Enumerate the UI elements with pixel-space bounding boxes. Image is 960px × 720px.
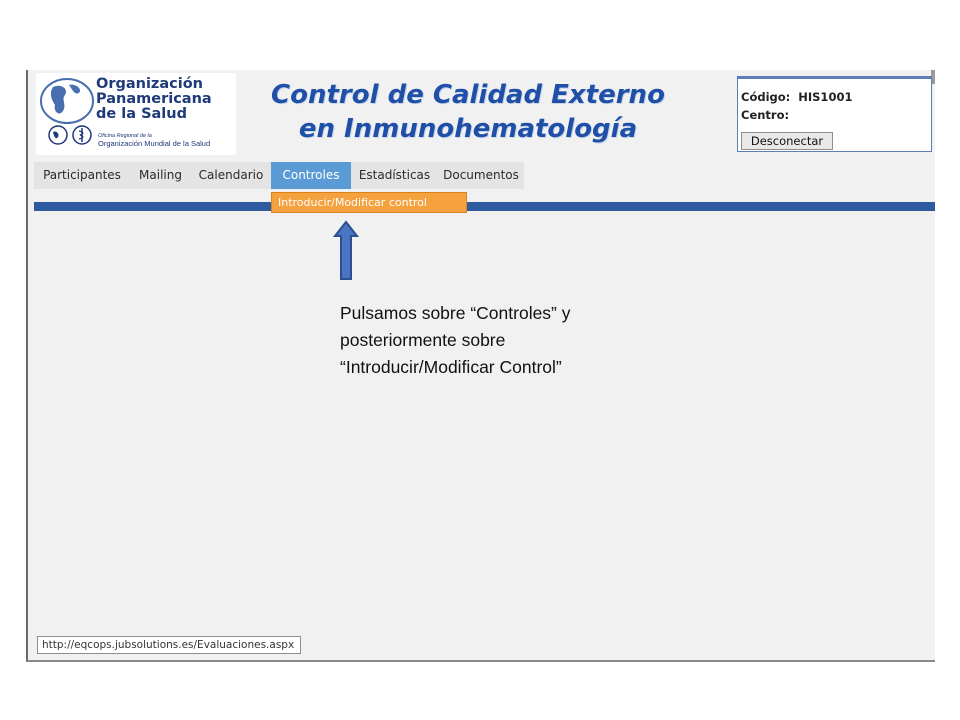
main-nav: [34, 162, 524, 189]
status-bar-url: http://eqcops.jubsolutions.es/Evaluaciones.aspx: [37, 636, 301, 654]
login-panel: [737, 76, 932, 152]
org-name-line: Panamericana: [96, 91, 212, 107]
annotation-text: [340, 300, 660, 381]
org-name-line: de la Salud: [96, 106, 187, 122]
codigo-label: Código:: [741, 90, 791, 104]
arrow-up-icon: [333, 220, 359, 282]
org-subtitle-small: Oficina Regional de la: [98, 133, 152, 139]
codigo-value: HIS1001: [798, 90, 853, 104]
page-title-line: Control de Calidad Externo: [271, 80, 665, 110]
header-divider: [34, 202, 935, 211]
nav-item-controles[interactable]: Controles: [271, 162, 351, 189]
disconnect-button[interactable]: Desconectar: [741, 132, 833, 150]
annotation-line: “Introducir/Modificar Control”: [340, 357, 562, 377]
nav-item-participantes[interactable]: Participantes: [43, 168, 121, 182]
nav-item-mailing[interactable]: Mailing: [139, 168, 182, 182]
page-title: [268, 78, 668, 146]
annotation-line: posteriormente sobre: [340, 330, 506, 350]
org-name: [96, 77, 236, 122]
globe-icon: [39, 77, 95, 125]
paho-emblem-icon: [48, 125, 68, 145]
codigo-row: [741, 90, 852, 104]
paho-logo: [36, 73, 236, 155]
nav-item-documentos[interactable]: Documentos: [443, 168, 519, 182]
nav-item-estadisticas[interactable]: Estadísticas: [358, 168, 431, 182]
org-subtitle: Organización Mundial de la Salud: [98, 139, 211, 148]
dropdown-item-introducir-modificar[interactable]: Introducir/Modificar control: [271, 192, 467, 213]
page-title-line: en Inmunohematología: [298, 114, 638, 144]
nav-item-calendario[interactable]: Calendario: [198, 168, 264, 182]
annotation-line: Pulsamos sobre “Controles” y: [340, 303, 571, 323]
centro-label: Centro:: [741, 108, 790, 122]
who-emblem-icon: [72, 125, 92, 145]
org-name-line: Organización: [96, 76, 204, 92]
